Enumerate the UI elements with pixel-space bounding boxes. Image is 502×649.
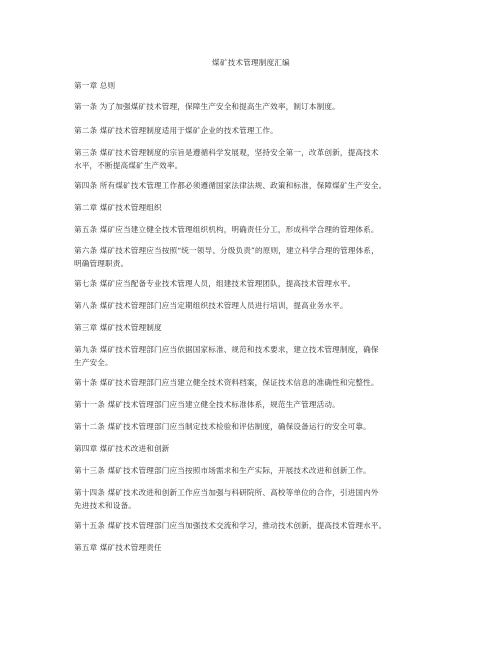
article-9-line-1: 第九条 煤矿技术管理部门应当依据国家标准、规范和技术要求，建立技术管理制度，确保 xyxy=(74,345,379,354)
article-7: 第七条 煤矿应当配备专业技术管理人员，组建技术管理团队，提高技术管理水平。 xyxy=(74,279,356,288)
article-3 xyxy=(74,146,438,172)
chapter-heading-5: 第五章 煤矿技术管理责任 xyxy=(74,543,162,552)
chapter-heading-2: 第二章 煤矿技术管理组织 xyxy=(74,203,162,212)
article-4: 第四条 所有煤矿技术管理工作都必须遵循国家法律法规、政策和标准，保障煤矿生产安全。 xyxy=(74,181,387,190)
article-10: 第十条 煤矿技术管理部门应当建立健全技术资料档案，保证技术信息的准确性和完整性。 xyxy=(74,378,379,387)
article-15: 第十五条 煤矿技术管理部门应当加强技术交流和学习，推动技术创新，提高技术管理水平。 xyxy=(74,521,387,530)
article-14 xyxy=(74,486,438,512)
article-6-line-1: 第六条 煤矿技术管理应当按照“统一领导、分级负责”的原则，建立科学合理的管理体系， xyxy=(74,246,379,255)
article-11: 第十一条 煤矿技术管理部门应当建立健全技术标准体系，规范生产管理活动。 xyxy=(74,400,340,409)
chapter-heading-1: 第一章 总则 xyxy=(74,81,116,90)
article-9-line-2: 生产安全。 xyxy=(74,358,113,367)
article-6-line-2: 明确管理职责。 xyxy=(74,259,129,268)
article-9 xyxy=(74,343,438,369)
article-1: 第一条 为了加强煤矿技术管理，保障生产安全和提高生产效率，制订本制度。 xyxy=(74,102,340,111)
article-14-line-2: 先进技术和设备。 xyxy=(74,501,136,510)
article-2: 第二条 煤矿技术管理制度适用于煤矿企业的技术管理工作。 xyxy=(74,126,278,135)
document-title: 煤矿技术管理制度汇编 xyxy=(212,58,290,67)
article-5: 第五条 煤矿应当建立健全技术管理组织机构，明确责任分工，形成科学合理的管理体系。 xyxy=(74,225,379,234)
article-3-line-2: 水平，不断提高煤矿生产效率。 xyxy=(74,161,183,170)
article-3-line-1: 第三条 煤矿技术管理制度的宗旨是遵循科学发展观，坚持安全第一，改革创新，提高技术 xyxy=(74,148,379,157)
chapter-heading-3: 第三章 煤矿技术管理制度 xyxy=(74,323,162,332)
article-14-line-1: 第十四条 煤矿技术改进和创新工作应当加强与科研院所、高校等单位的合作，引进国内外 xyxy=(74,488,379,497)
chapter-heading-4: 第四章 煤矿技术改进和创新 xyxy=(74,444,170,453)
article-12: 第十二条 煤矿技术管理部门应当制定技术检验和评估制度，确保设备运行的安全可靠。 xyxy=(74,422,371,431)
article-8: 第八条 煤矿技术管理部门应当定期组织技术管理人员进行培训，提高业务水平。 xyxy=(74,301,348,310)
article-13: 第十三条 煤矿技术管理部门应当按照市场需求和生产实际，开展技术改进和创新工作。 xyxy=(74,466,371,475)
article-6 xyxy=(74,244,438,270)
